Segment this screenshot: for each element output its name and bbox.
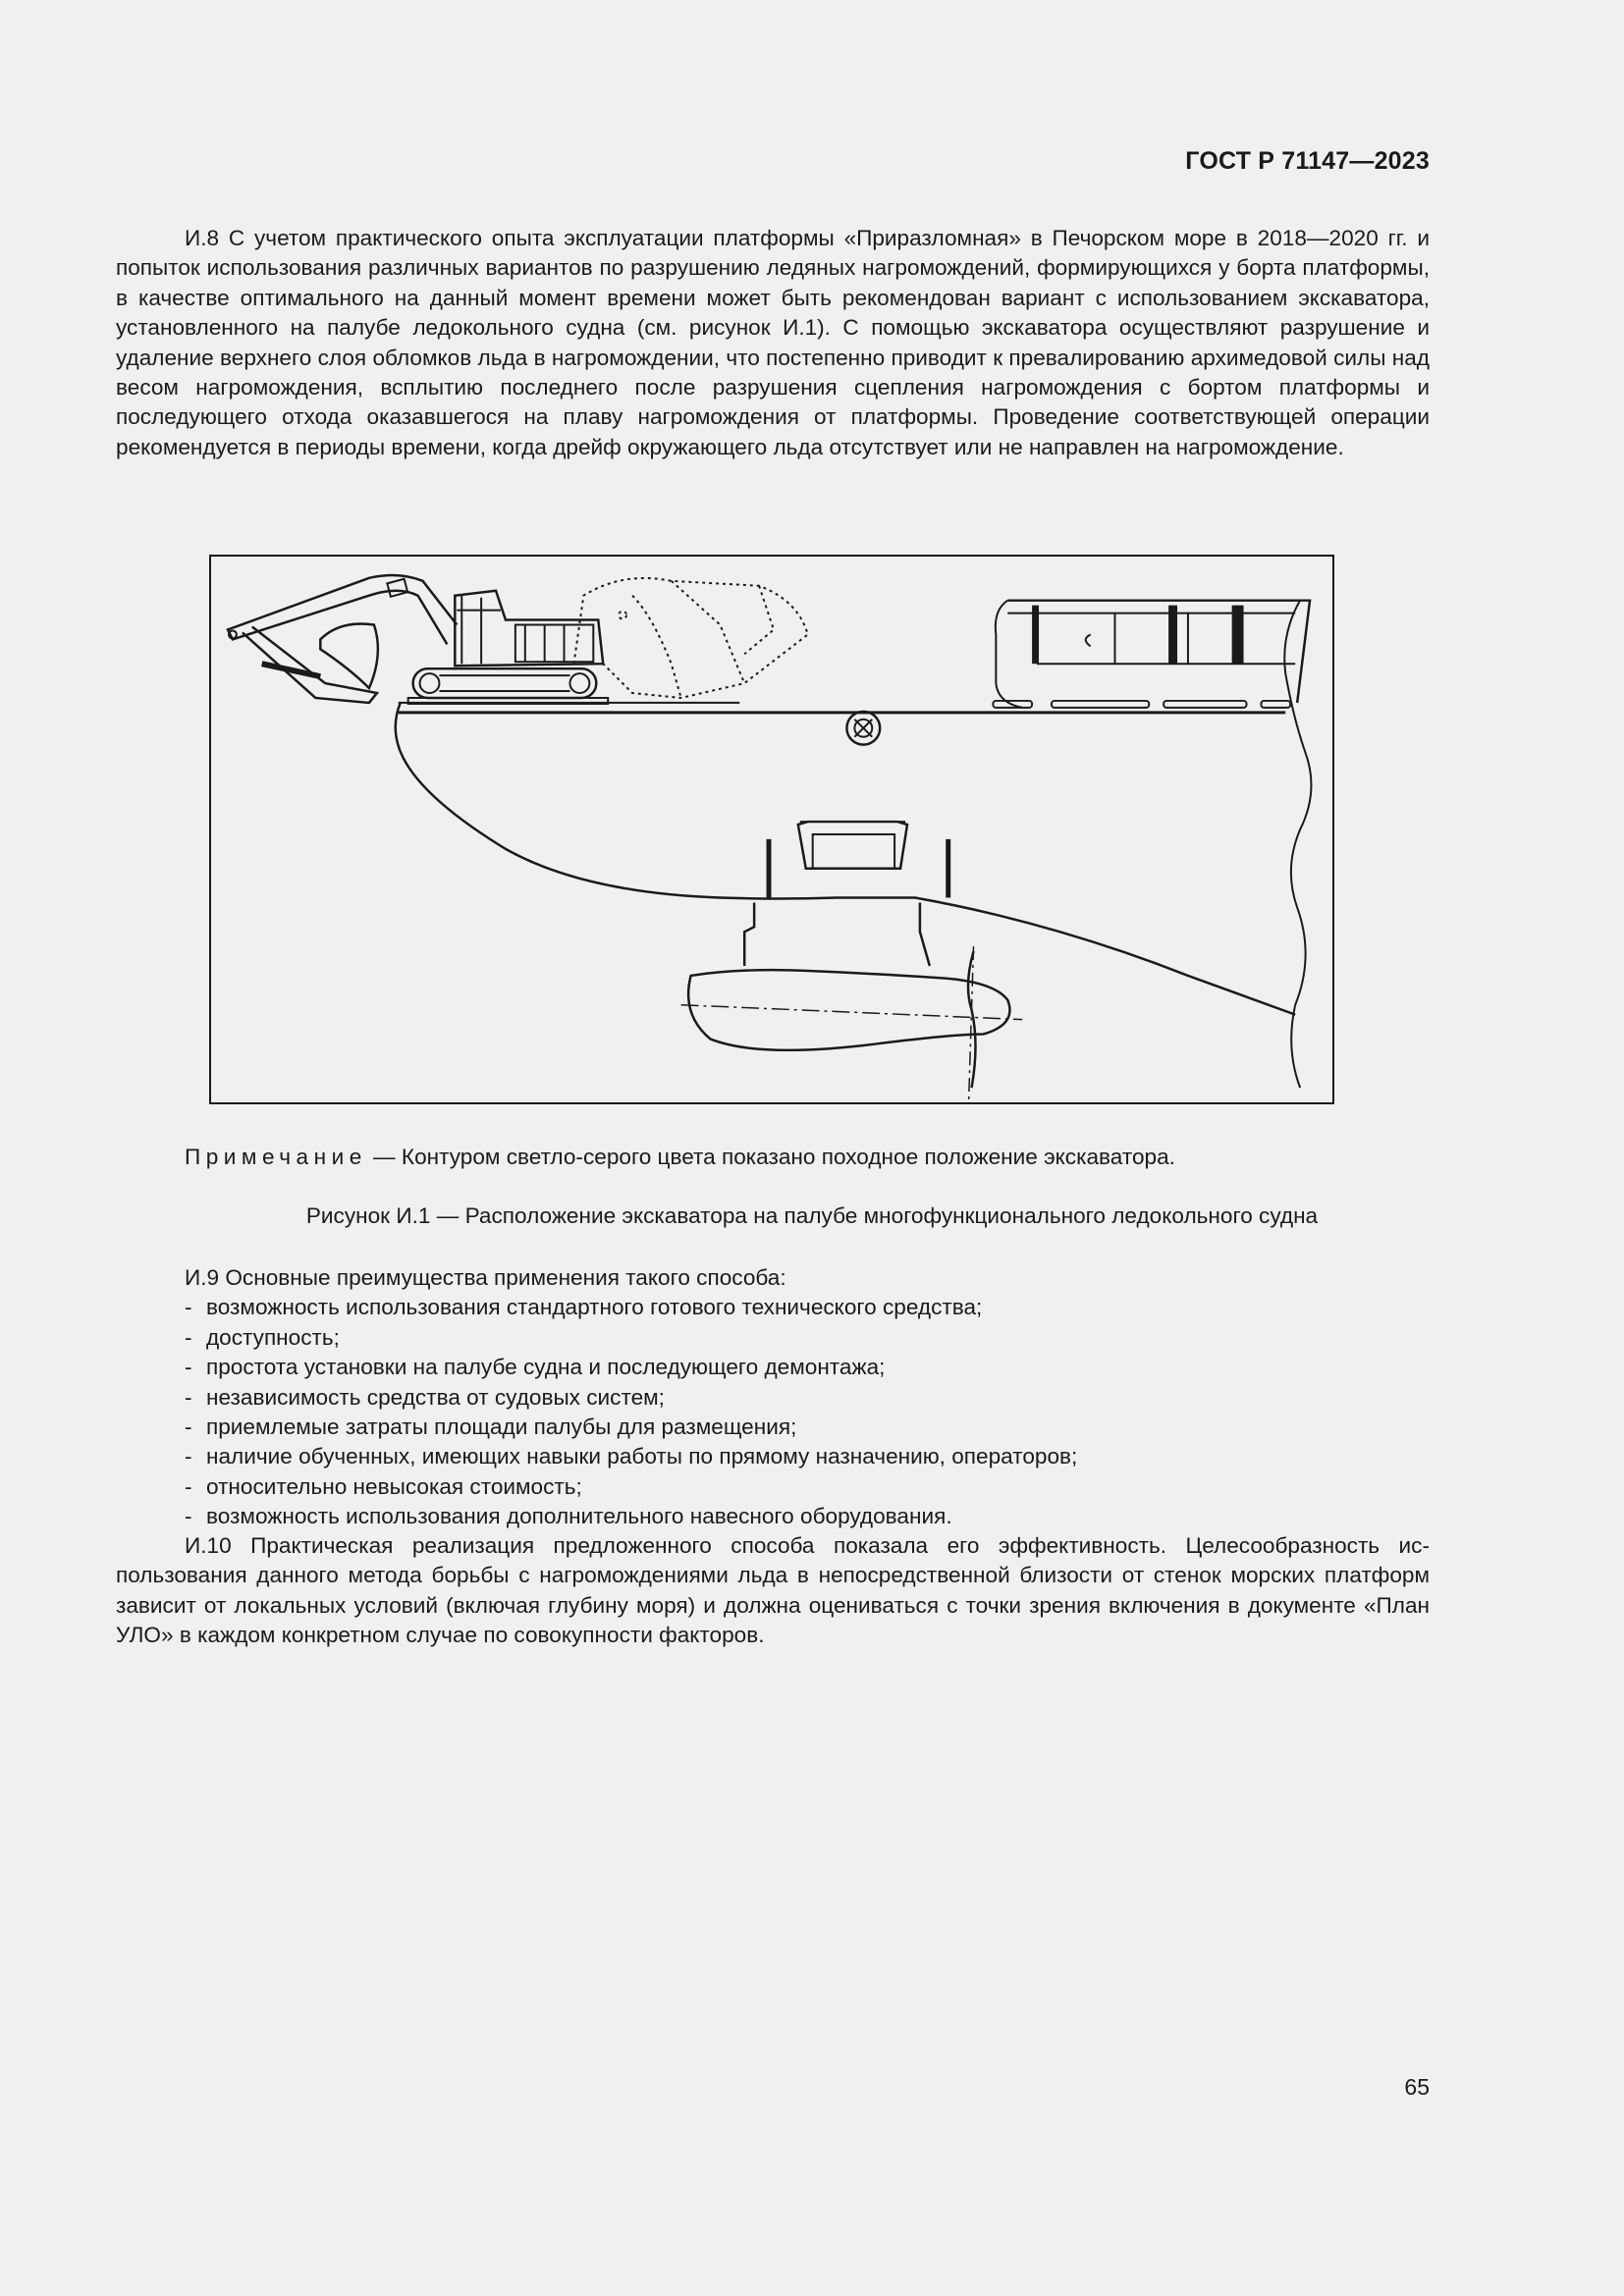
list-dash: -	[185, 1444, 192, 1469]
figure-caption: Рисунок И.1 — Расположение экскаватора на палубе многофункционального ледокольного судна	[305, 1203, 1319, 1228]
list-dash: -	[185, 1324, 192, 1350]
list-item-text: простота установки на палубе судна и последующего демонтажа;	[206, 1355, 886, 1380]
list-item	[185, 1472, 1430, 1502]
paragraph-i10: И.10 Практическая реализация предложенного способа показала его эффективность. Целесообразность использования данного метода борьбы с нагромождениями льда в непосредственной близости от стенок морских платформ зависит от локальных условий (включая глубину моря) и должна оцениваться с точки зрения включения в документе «План УЛО» в каждом конкретном случае по совокупности факторов.	[116, 1533, 1430, 1648]
list-item-text: доступность;	[206, 1324, 340, 1350]
list-item-text: относительно невысокая стоимость;	[206, 1473, 582, 1499]
list-dash: -	[185, 1355, 192, 1380]
paragraph-i8: И.8 С учетом практического опыта эксплуатации платформы «Приразломная» в Печорском море в 2018—2020 гг. и попыток использования различных вариантов по разрушению ледяных нагромождений, формирующихся у борта платформы, в качестве оптимального на данный момент времени может быть рекомендован вариант с использованием экскаватора, установленного на палубе ледокольного судна (см. рисунок И.1). С помощью экскаватора осуществляют разрушение и удаление верхнего слоя обломков льда в нагромождении, что постепенно приводит к превалированию архимедовой силы над весом нагромождения, всплытию последнего после разрушения сцепления нагромождения с бортом платформы и последующего отхода оказавшегося на плаву нагромождения от платформы. Проведение соответствующей операции рекомендуется в периоды времени, когда дрейф окружающего льда отсутствует или не направлен на нагромождение.	[116, 226, 1430, 459]
list-item-text: возможность использования дополнительного навесного оборудования.	[206, 1504, 952, 1529]
excavator-transport-position	[573, 578, 807, 698]
list-item-text: возможность использования стандартного готового технического средства;	[206, 1295, 983, 1320]
section-i9-intro: И.9 Основные преимущества применения такого способа:	[185, 1265, 786, 1290]
list-item	[185, 1323, 1430, 1353]
list-dash: -	[185, 1384, 192, 1410]
list-dash: -	[185, 1504, 192, 1529]
note-text: — Контуром светло-серого цвета показано походное положение экскаватора.	[366, 1145, 1175, 1169]
list-item	[185, 1293, 1430, 1322]
list-item-text: наличие обученных, имеющих навыки работы по прямому назначению, операторов;	[206, 1444, 1078, 1469]
section-i9	[185, 1263, 1430, 1532]
figure-i1-drawing	[209, 555, 1334, 1104]
ship-hull	[396, 601, 1312, 1088]
list-dash: -	[185, 1295, 192, 1320]
ship-deck	[399, 703, 1286, 745]
list-item	[185, 1502, 1430, 1531]
list-item-text: независимость средства от судовых систем;	[206, 1384, 665, 1410]
document-code: ГОСТ Р 71147—2023	[1185, 147, 1430, 175]
page-number: 65	[1404, 2074, 1430, 2100]
list-item	[185, 1383, 1430, 1413]
excavator-on-deck-diagram	[211, 557, 1332, 1102]
ship-superstructure	[993, 601, 1310, 708]
list-dash: -	[185, 1473, 192, 1499]
azimuth-thruster	[681, 822, 1023, 1102]
list-item	[185, 1413, 1430, 1442]
note-label: Примечание	[185, 1145, 367, 1169]
list-item	[185, 1442, 1430, 1471]
list-item	[185, 1353, 1430, 1382]
excavator	[228, 575, 608, 704]
figure-note	[185, 1145, 1175, 1170]
list-dash: -	[185, 1415, 192, 1440]
list-item-text: приемлемые затраты площади палубы для размещения;	[206, 1415, 797, 1440]
